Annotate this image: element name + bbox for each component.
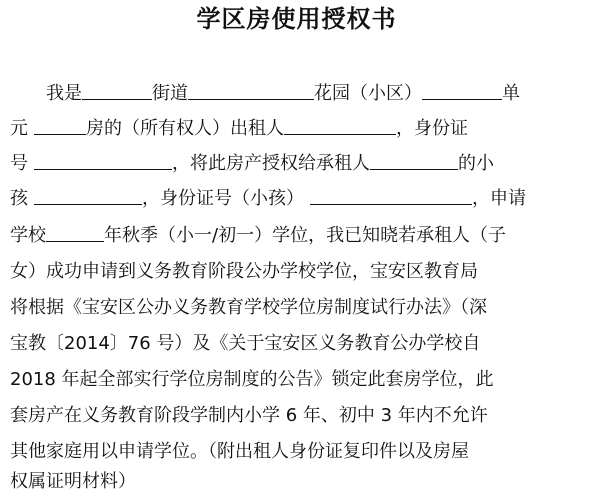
text-segment: 套房产在义务教育阶段学制内小学 6 年、初中 3 年内不允许	[10, 405, 488, 426]
text-segment: 学校	[10, 225, 46, 246]
paragraph-line-4	[10, 185, 585, 213]
text-segment: 孩	[10, 188, 28, 209]
text-segment: 房的（所有权人）出租人	[86, 118, 284, 139]
paragraph-line-1	[10, 80, 585, 108]
text-segment: 女）成功申请到义务教育阶段公办学校学位，宝安区教育局	[10, 261, 478, 282]
paragraph-line-2	[10, 115, 585, 143]
text-segment: 我是	[46, 83, 82, 104]
paragraph-line-9	[10, 366, 585, 394]
text-segment: 的小	[458, 153, 494, 174]
text-segment: ，将此房产授权给承租人	[172, 153, 370, 174]
text-segment: 元	[10, 118, 28, 139]
fill-blank-unit	[422, 81, 502, 100]
fill-blank-garden-name	[188, 81, 314, 100]
fill-blank-child-name	[34, 186, 142, 205]
fill-blank-room	[34, 116, 86, 135]
text-segment: ，身份证	[396, 118, 468, 139]
fill-blank-lessor-id	[34, 151, 172, 170]
fill-blank-lessor-name	[284, 116, 396, 135]
paragraph-line-11	[10, 438, 585, 466]
paragraph-line-12	[10, 468, 585, 496]
paragraph-line-3	[10, 150, 585, 178]
paragraph-line-7	[10, 294, 585, 322]
text-segment: ，身份证号（小孩）	[142, 188, 304, 209]
text-segment: 宝教〔2014〕76 号）及《关于宝安区义务教育公办学校自	[10, 333, 481, 354]
paragraph-line-6	[10, 258, 585, 286]
fill-blank-child-id	[310, 186, 472, 205]
text-segment: 将根据《宝安区公办义务教育学校学位房制度试行办法》（深	[10, 297, 487, 318]
text-segment: 其他家庭用以申请学位。（附出租人身份证复印件以及房屋	[10, 441, 469, 462]
text-segment: 号	[10, 153, 28, 174]
text-segment: 花园（小区）	[314, 83, 422, 104]
text-segment: 权属证明材料）	[10, 471, 136, 492]
fill-blank-lessee-name	[370, 151, 458, 170]
document-title: 学区房使用授权书	[196, 5, 397, 33]
fill-blank-street-number	[82, 81, 152, 100]
fill-blank-year	[46, 223, 104, 242]
text-segment: 2018 年起全部实行学位房制度的公告》锁定此套房学位，此	[10, 369, 494, 390]
paragraph-line-10	[10, 402, 585, 430]
text-segment: 年秋季（小一/初一）学位，我已知晓若承租人（子	[104, 225, 507, 246]
text-segment: 街道	[152, 83, 188, 104]
text-segment: ，申请	[472, 188, 526, 209]
paragraph-line-5	[10, 222, 585, 250]
text-segment: 单	[502, 83, 520, 104]
paragraph-line-8	[10, 330, 585, 358]
